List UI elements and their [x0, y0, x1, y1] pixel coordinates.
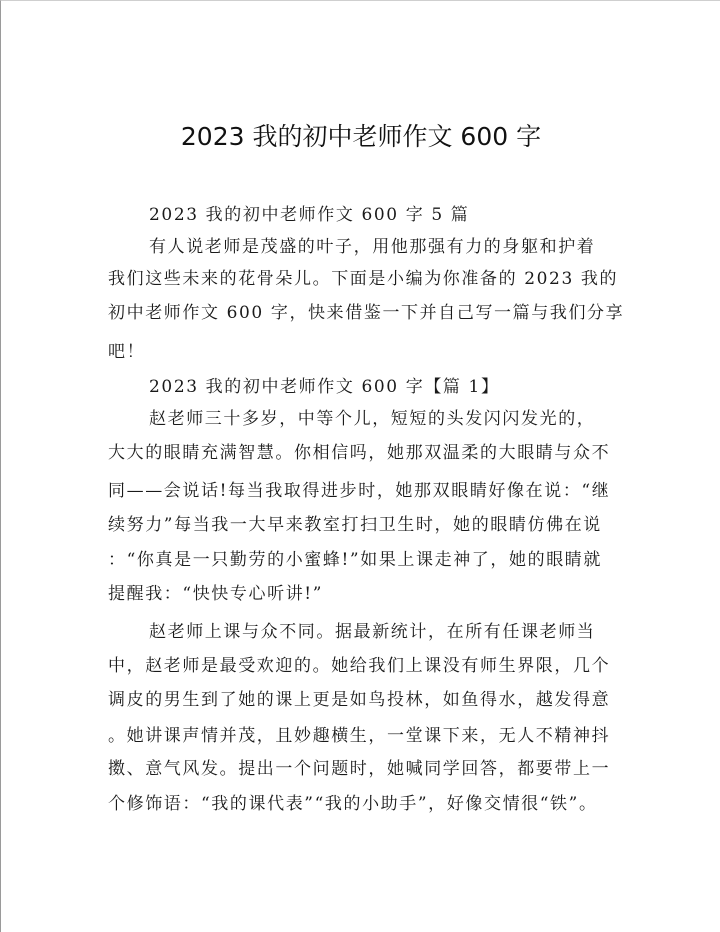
paragraph-line: 赵老师三十多岁，中等个儿，短短的头发闪闪发光的，	[149, 409, 596, 429]
paragraph-line: 擞、意气风发。提出一个问题时，她喊同学回答，都要带上一	[108, 759, 611, 779]
paragraph-line: 个修饰语：“我的课代表”“我的小助手”，好像交情很“铁”。	[108, 794, 598, 814]
subtitle-line: 2023 我的初中老师作文 600 字 5 篇	[149, 205, 470, 225]
paragraph-line: 。她讲课声情并茂，且妙趣横生，一堂课下来，无人不精神抖	[108, 726, 611, 746]
paragraph-line: 续努力”每当我一大早来教室打扫卫生时，她的眼睛仿佛在说	[108, 515, 602, 535]
paragraph-line: 中，赵老师是最受欢迎的。她给我们上课没有师生界限，几个	[108, 656, 611, 676]
paragraph-line: 提醒我：“快快专心听讲!”	[108, 584, 324, 604]
paragraph-line: 有人说老师是茂盛的叶子，用他那强有力的身躯和护着	[149, 237, 596, 257]
document-title: 2023 我的初中老师作文 600 字	[180, 122, 542, 151]
paragraph-line: 同——会说话!每当我取得进步时，她那双眼睛好像在说：“继	[108, 481, 611, 501]
paragraph-line: 吧！	[108, 342, 146, 362]
paragraph-line: 我们这些未来的花骨朵儿。下面是小编为你准备的 2023 我的	[108, 269, 619, 289]
paragraph-line: 大大的眼睛充满智慧。你相信吗，她那双温柔的大眼睛与众不	[108, 443, 611, 463]
paragraph-line: 调皮的男生到了她的课上更是如鸟投林，如鱼得水，越发得意	[108, 690, 611, 710]
paragraph-line: 初中老师作文 600 字，快来借鉴一下并自己写一篇与我们分享	[108, 303, 625, 323]
section-heading: 2023 我的初中老师作文 600 字【篇 1】	[149, 377, 500, 397]
paragraph-line: 赵老师上课与众不同。据最新统计，在所有任课老师当	[149, 622, 596, 642]
paragraph-line: ：“你真是一只勤劳的小蜜蜂!”如果上课走神了，她的眼睛就	[108, 550, 603, 570]
